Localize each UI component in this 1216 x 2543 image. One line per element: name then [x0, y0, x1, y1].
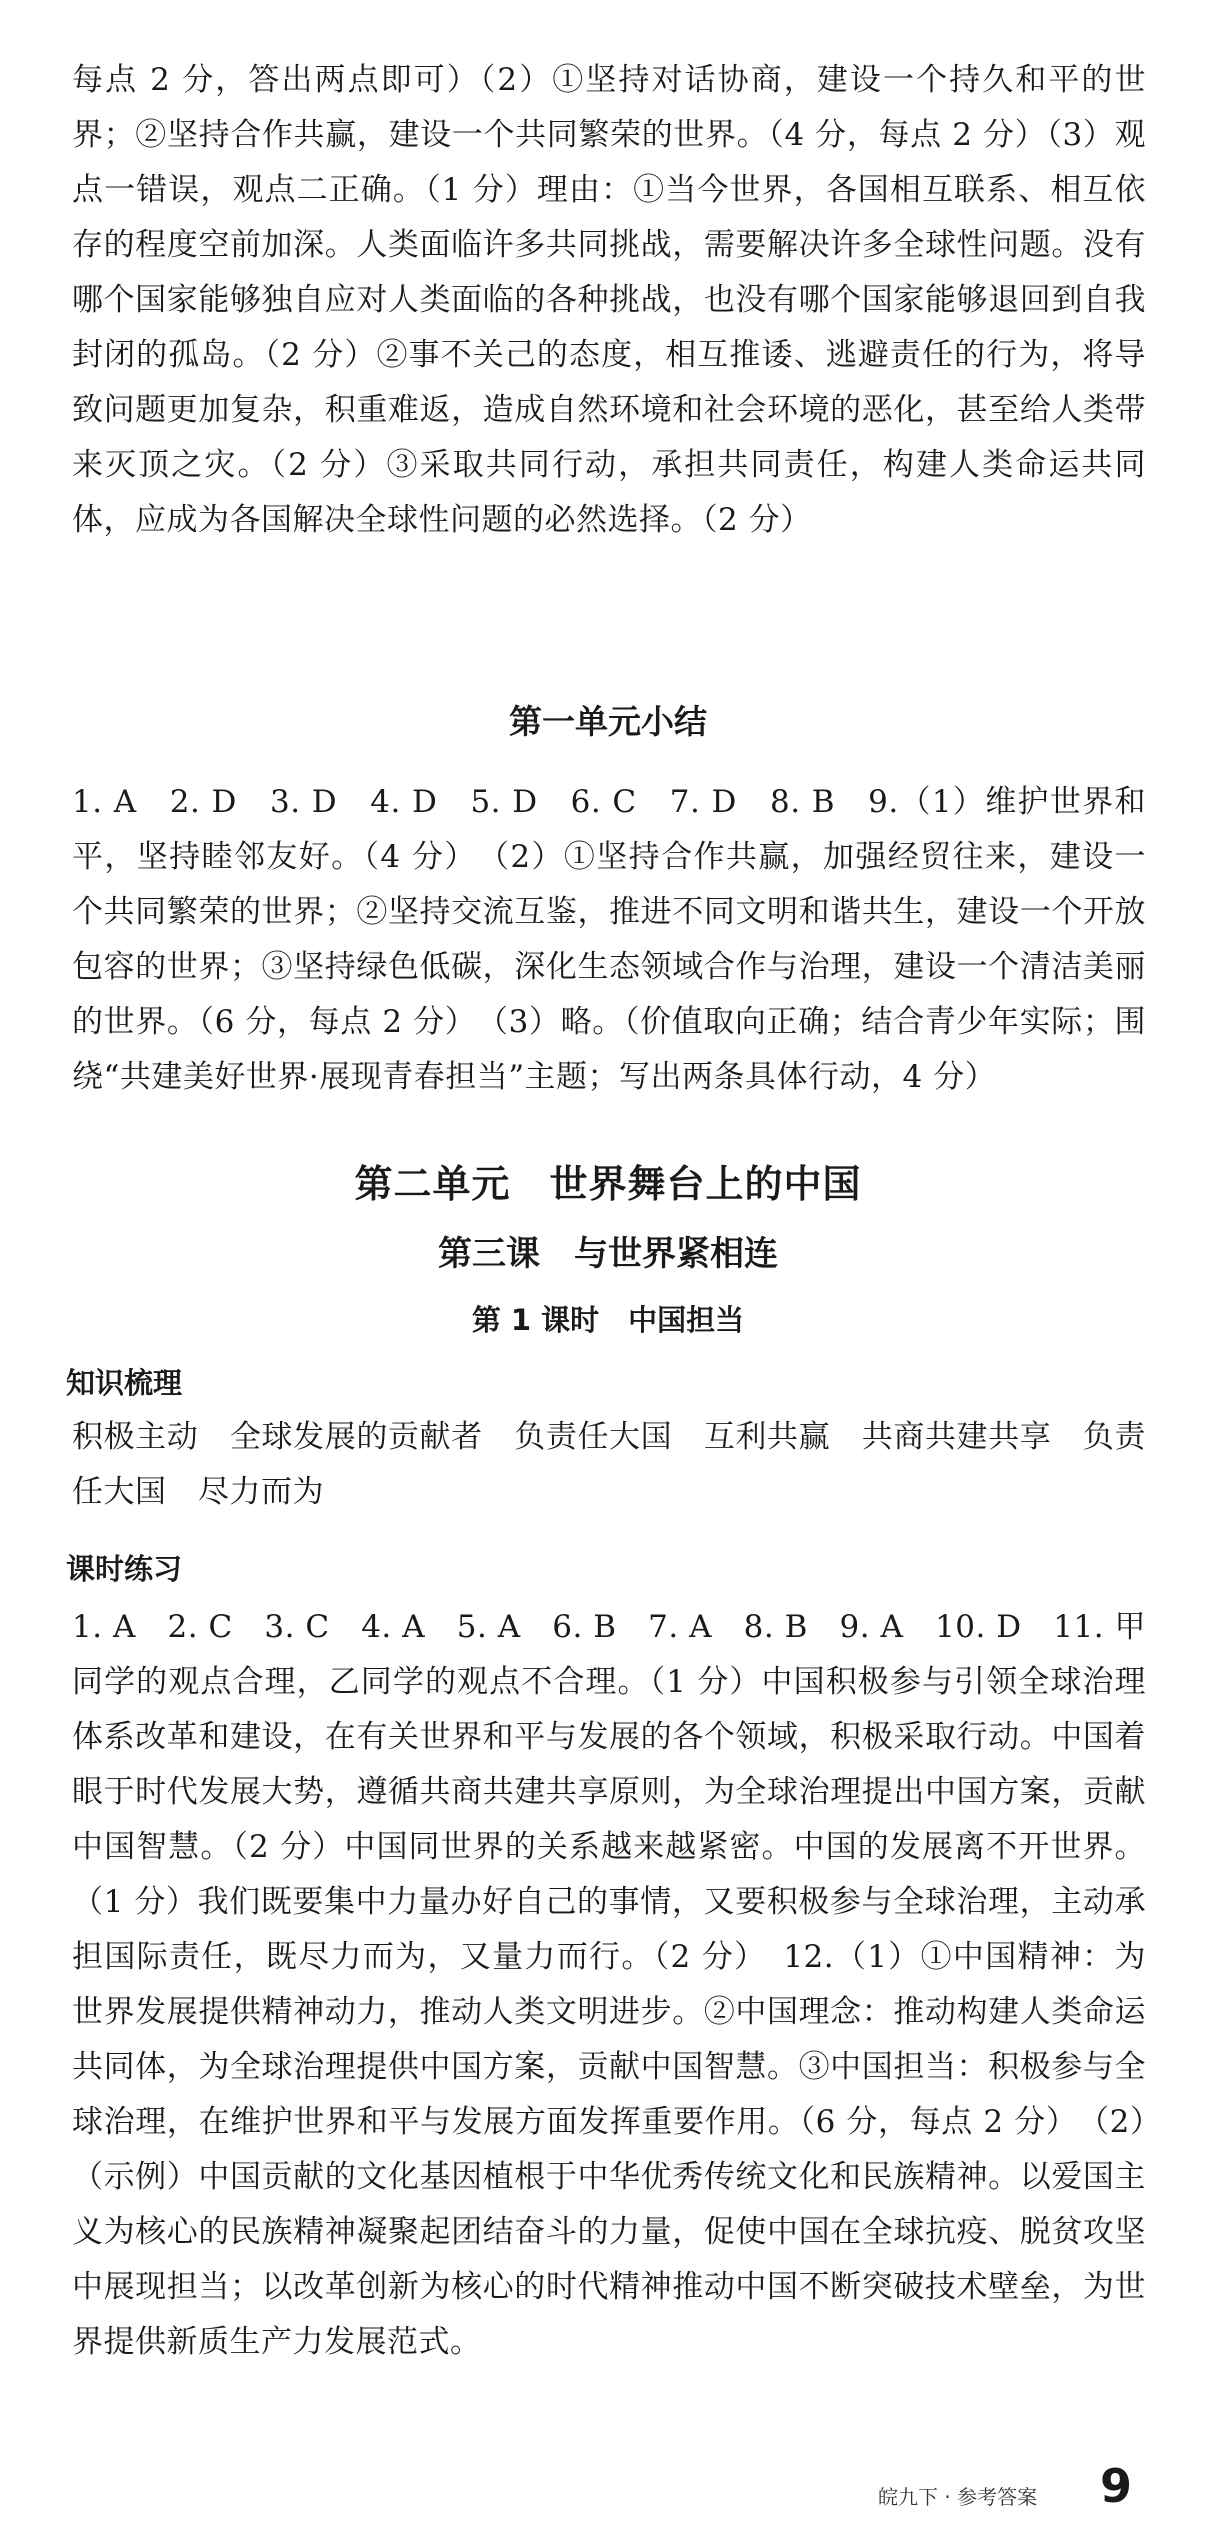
- period-title: 第 1 课时 中国担当: [471, 1303, 745, 1337]
- unit-summary-answers: 1. A 2. D 3. D 4. D 5. D 6. C 7. D 8. B 9.（1）维护世界和平，坚持睦邻友好。（4 分） （2）①坚持合作共赢，加强经贸往来，建设一个共同繁荣的世界；②坚持交流互鉴，推进不同文明和谐共生，建设一个开放包容的世界；③坚持绿色低碳，深化生态领域合作与治理，建设一个清洁美丽的世界。（6 分，每点 2 分） （3）略。（价值取向正确；结合青少年实际；围绕“共建美好世界·展现青春担当”主题；写出两条具体行动，4 分）: [72, 784, 1146, 1095]
- footer-label: 皖九下 · 参考答案: [878, 2485, 1038, 2509]
- page-number: 9: [1100, 2459, 1133, 2513]
- lesson-title: 第三课 与世界紧相连: [438, 1234, 778, 1274]
- knowledge-heading: 知识梳理: [66, 1366, 183, 1400]
- unit-summary-title: 第一单元小结: [509, 702, 707, 741]
- intro-answer-paragraph: 每点 2 分，答出两点即可）（2）①坚持对话协商，建设一个持久和平的世界；②坚持合作共赢，建设一个共同繁荣的世界。（4 分，每点 2 分）（3）观点一错误，观点二正确。（1 分）理由：①当今世界，各国相互联系、相互依存的程度空前加深。人类面临许多共同挑战，需要解决许多全球性问题。没有哪个国家能够独自应对人类面临的各种挑战，也没有哪个国家能够退回到自我封闭的孤岛。（2 分）②事不关己的态度，相互推诿、逃避责任的行为，将导致问题更加复杂，积重难返，造成自然环境和社会环境的恶化，甚至给人类带来灭顶之灾。（2 分）③采取共同行动，承担共同责任，构建人类命运共同体，应成为各国解决全球性问题的必然选择。（2 分）: [72, 62, 1146, 538]
- knowledge-answers: 积极主动 全球发展的贡献者 负责任大国 互利共赢 共商共建共享 负责任大国 尽力而为: [72, 1419, 1146, 1510]
- unit-title: 第二单元 世界舞台上的中国: [354, 1162, 862, 1206]
- practice-answers: 1. A 2. C 3. C 4. A 5. A 6. B 7. A 8. B 9. A 10. D 11. 甲同学的观点合理，乙同学的观点不合理。（1 分）中国积极参与引领全球治理体系改革和建设，在有关世界和平与发展的各个领域，积极采取行动。中国着眼于时代发展大势，遵循共商共建共享原则，为全球治理提出中国方案，贡献中国智慧。（2 分）中国同世界的关系越来越紧密。中国的发展离不开世界。（1 分）我们既要集中力量办好自己的事情，又要积极参与全球治理，主动承担国际责任，既尽力而为，又量力而行。（2 分） 12.（1）①中国精神：为世界发展提供精神动力，推动人类文明进步。②中国理念：推动构建人类命运共同体，为全球治理提供中国方案，贡献中国智慧。③中国担当：积极参与全球治理，在维护世界和平与发展方面发挥重要作用。（6 分，每点 2 分） （2）（示例）中国贡献的文化基因植根于中华优秀传统文化和民族精神。以爱国主义为核心的民族精神凝聚起团结奋斗的力量，促使中国在全球抗疫、脱贫攻坚中展现担当；以改革创新为核心的时代精神推动中国不断突破技术壁垒，为世界提供新质生产力发展范式。: [72, 1609, 1146, 2360]
- practice-heading: 课时练习: [66, 1552, 183, 1586]
